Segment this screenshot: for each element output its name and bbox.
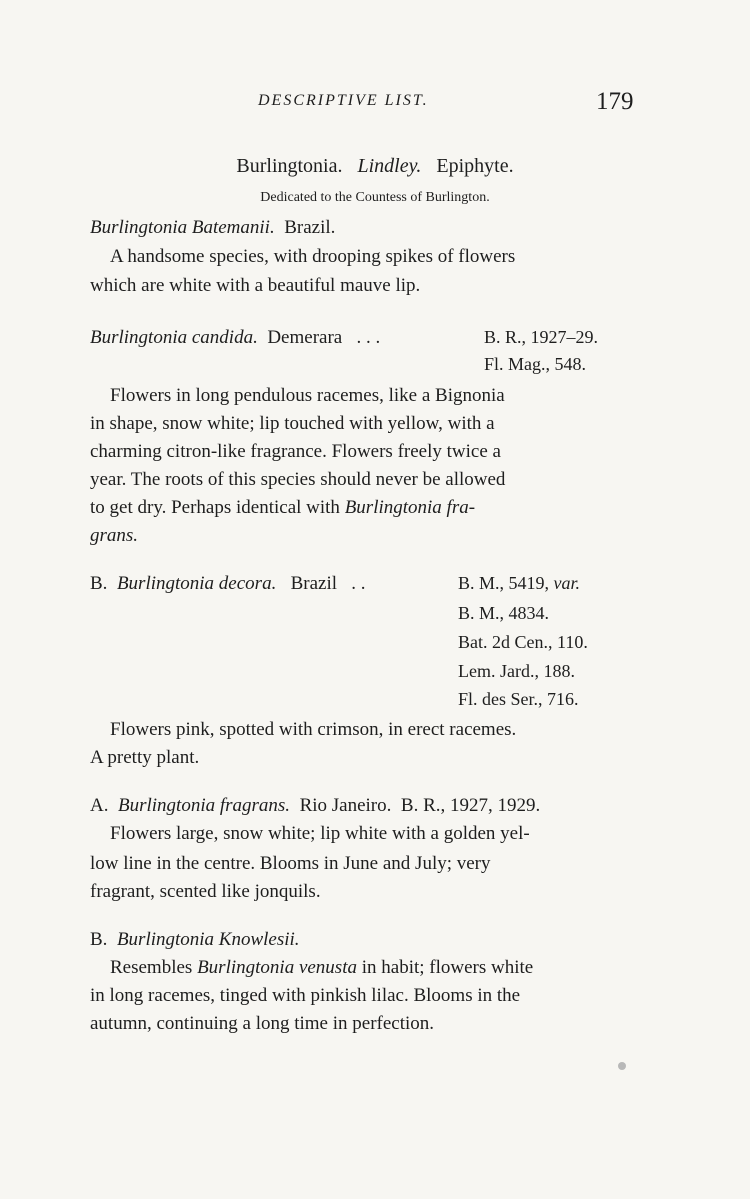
species-name: Burlingtonia Knowlesii. — [116, 929, 300, 950]
reference — [458, 573, 580, 594]
entry-prefix: B. — [90, 573, 108, 594]
description-line: A pretty plant. — [90, 747, 200, 768]
reference: Fl. des Ser., 716. — [458, 689, 579, 709]
description-text: to get dry. Perhaps identical with — [90, 497, 340, 518]
species-name: Burlingtonia decora. — [116, 573, 277, 594]
entry-candida-heading — [90, 327, 380, 349]
leader-dots: . . — [351, 573, 366, 594]
dedication: Dedicated to the Countess of Burlington. — [260, 190, 490, 205]
entry-prefix: A. — [90, 795, 109, 816]
entry-decora-heading — [90, 573, 366, 595]
entry-batemanii-heading — [90, 217, 335, 239]
description-line: in shape, snow white; lip touched with yellow, with a — [90, 413, 495, 434]
reference: Lem. Jard., 188. — [458, 661, 575, 681]
description-line: autumn, continuing a long time in perfection. — [90, 1013, 435, 1034]
locality: Rio Janeiro. — [299, 795, 392, 816]
reference-variant: var. — [553, 573, 581, 593]
leader-dots: . . . — [356, 327, 381, 348]
ink-spot — [618, 1062, 626, 1070]
description-line — [90, 497, 475, 519]
description-line: year. The roots of this species should never be allowed — [90, 469, 506, 490]
locality: Demerara — [267, 327, 343, 348]
locality: Brazil — [290, 573, 338, 594]
description-line: which are white with a beautiful mauve lip. — [90, 275, 421, 296]
genus-heading — [0, 155, 750, 178]
genus-name: Burlingtonia. — [236, 155, 343, 177]
species-reference: Burlingtonia fra- — [344, 497, 476, 518]
description-line: charming citron-like fragrance. Flowers freely twice a — [90, 441, 501, 462]
running-header: DESCRIPTIVE LIST. — [258, 92, 429, 109]
description-line: Flowers in long pendulous racemes, like a Bignonia — [110, 385, 505, 406]
entry-knowlesii-heading — [90, 929, 300, 951]
reference: B. R., 1927, 1929. — [400, 795, 541, 816]
reference: Fl. Mag., 548. — [484, 354, 587, 374]
locality: Brazil. — [284, 217, 336, 238]
description-line: grans. — [90, 525, 139, 546]
description-line: in long racemes, tinged with pinkish lilac. Blooms in the — [90, 985, 521, 1006]
reference: Bat. 2d Cen., 110. — [458, 632, 588, 652]
genus-type: Epiphyte. — [436, 155, 514, 177]
species-reference: Burlingtonia venusta — [197, 957, 357, 978]
genus-author: Lindley. — [357, 155, 422, 177]
description-line: Flowers pink, spotted with crimson, in erect racemes. — [110, 719, 517, 740]
species-name: Burlingtonia Batemanii. — [90, 217, 275, 238]
description-text: Resembles — [110, 957, 193, 978]
reference-text: B. M., 5419, — [458, 573, 550, 593]
description-line: A handsome species, with drooping spikes of flowers — [110, 246, 516, 267]
description-text: in habit; flowers white — [361, 957, 534, 978]
species-name: Burlingtonia candida. — [90, 327, 258, 348]
description-line: Flowers large, snow white; lip white with a golden yel- — [110, 823, 530, 844]
reference: B. R., 1927–29. — [484, 327, 599, 347]
species-name: Burlingtonia fragrans. — [117, 795, 291, 816]
page-number: 179 — [596, 88, 634, 115]
reference: B. M., 4834. — [458, 603, 550, 623]
entry-prefix: B. — [90, 929, 108, 950]
description-line: low line in the centre. Blooms in June and July; very — [90, 853, 491, 874]
description-line — [110, 957, 533, 979]
description-line: fragrant, scented like jonquils. — [90, 881, 321, 902]
entry-fragrans-heading — [90, 795, 540, 817]
